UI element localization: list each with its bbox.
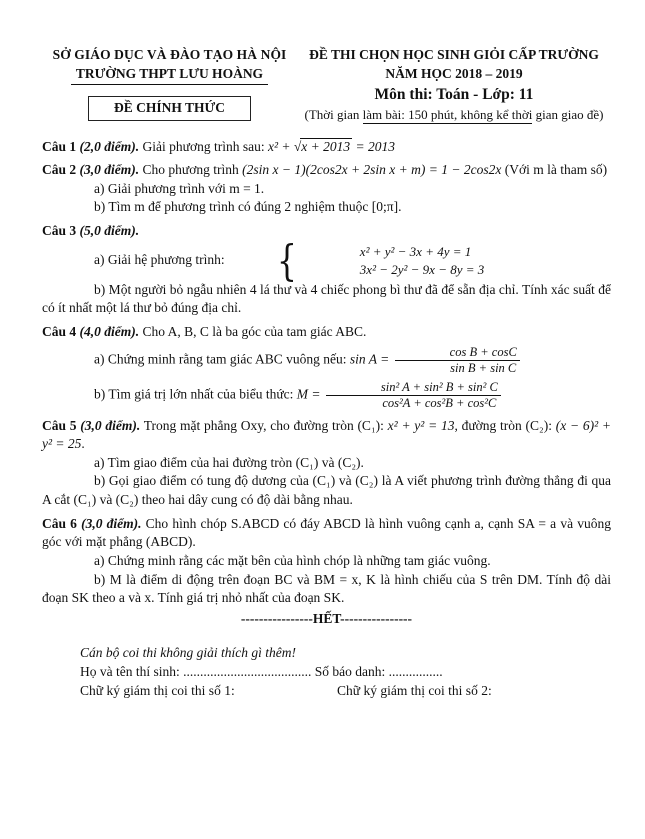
system-equation-2: 3x² − 2y² − 9x − 8y = 3 <box>359 262 485 278</box>
question-2a: a) Giải phương trình với m = 1. <box>94 180 265 196</box>
equation-system <box>228 235 485 285</box>
brace-icon: { <box>276 235 297 285</box>
exam-title: ĐỀ THI CHỌN HỌC SINH GIỎI CẤP TRƯỜNG <box>309 47 599 62</box>
question-3-label: Câu 3 <box>42 223 77 239</box>
question-6a: a) Chứng minh rằng các mặt bên của hình chóp là những tam giác vuông. <box>94 552 491 568</box>
question-2-text2: (Với m là tham số) <box>501 162 608 178</box>
question-5b: b) Gọi giao điểm có tung độ dương của (C₁) và (C₂) là A viết phương trình đường thẳng đi qua A cắt (C₁) và (C₂) theo hai dây cung có độ dài bằng nhau. <box>42 473 611 508</box>
question-5-text: Trong mặt phẳng Oxy, cho đường tròn (C₁): <box>140 417 388 433</box>
circle-2-equation: (x − 6)² + y² = 25 <box>42 417 611 452</box>
question-2-formula: (2sin x − 1)(2cos2x + 2sin x + m) = 1 − 2cos2x <box>242 162 502 178</box>
question-5-points: (3,0 điểm). <box>76 417 141 433</box>
fraction-numerator: sin² A + sin² B + sin² C <box>326 380 501 396</box>
question-5a: a) Tìm giao điểm của hai đường tròn (C₁) và (C₂). <box>94 454 364 470</box>
question-1-points: (2,0 điểm). <box>76 138 140 154</box>
exam-body <box>42 138 611 701</box>
question-5-text-mid: , đường tròn (C₂): <box>454 417 556 433</box>
question-2 <box>42 161 611 180</box>
fraction-numerator: cos B + cosC <box>395 345 520 361</box>
sqrt-icon: √ <box>293 138 302 154</box>
time-suffix: gian giao đề) <box>532 106 604 122</box>
question-1-label: Câu 1 <box>42 138 77 154</box>
system-equation-1: x² + y² − 3x + 4y = 1 <box>359 243 472 259</box>
signature-row <box>80 682 611 701</box>
question-1-formula: x² + √x + 2013 = 2013 <box>267 138 396 154</box>
question-6 <box>42 515 611 552</box>
sqrt-radicand: x + 2013 <box>301 138 351 154</box>
circle-1-equation: x² + y² = 13 <box>387 417 455 433</box>
official-box-row <box>42 85 297 121</box>
question-1-text: Giải phương trình sau: <box>139 138 268 154</box>
question-4b-text: b) Tìm giá trị lớn nhất của biểu thức: <box>94 386 297 402</box>
question-2-points: (3,0 điểm). <box>76 162 140 178</box>
header-left-block <box>42 46 297 124</box>
subject-line: Môn thi: Toán - Lớp: 11 <box>374 86 534 104</box>
school-name: TRƯỜNG THPT LƯU HOÀNG <box>71 65 268 86</box>
question-3b: b) Một người bỏ ngẫu nhiên 4 lá thư và 4 chiếc phong bì thư đã để sẵn địa chỉ. Tính xác suất để có ít nhất một lá thư bỏ đúng địa chỉ. <box>42 281 611 316</box>
proctor-signature-1: Chữ ký giám thị coi thi số 1: <box>80 682 235 698</box>
question-2-text: Cho phương trình <box>139 162 243 178</box>
school-year: NĂM HỌC 2018 – 2019 <box>385 65 523 81</box>
question-4b-lhs: M = <box>296 386 324 402</box>
question-4a <box>42 344 611 377</box>
time-underlined: làm bài: 150 phút, không kể thời <box>362 106 533 122</box>
school-name-row <box>42 65 297 86</box>
question-5-label: Câu 5 <box>42 417 77 433</box>
question-6b: b) M là điểm di động trên đoạn BC và BM = x, K là hình chiếu của S trên DM. Tính độ dài đoạn SK theo a và x. Tính giá trị nhỏ nhất của đoạn SK. <box>42 571 611 606</box>
question-5-text-end: . <box>81 436 85 452</box>
question-4b <box>42 379 611 412</box>
question-4b-fraction <box>326 380 501 411</box>
end-of-exam-line: ----------------HẾT---------------- <box>240 610 413 626</box>
time-limit-line <box>297 106 611 124</box>
question-4a-lhs: sin A = <box>349 351 393 367</box>
document-footer <box>42 644 611 700</box>
question-3 <box>42 222 611 241</box>
official-exam-box: ĐỀ CHÍNH THỨC <box>88 96 251 121</box>
question-5 <box>42 417 611 454</box>
question-6-text: Cho hình chóp S.ABCD có đáy ABCD là hình vuông cạnh a, cạnh SA = a và vuông góc với mặt phẳng (ABCD). <box>42 515 611 550</box>
question-3a-text: a) Giải hệ phương trình: <box>94 251 229 267</box>
question-4-points: (4,0 điểm). <box>76 323 140 339</box>
document-header <box>42 46 611 124</box>
question-3a <box>42 235 611 285</box>
candidate-info-line <box>80 663 611 682</box>
fraction-denominator: sin B + sin C <box>450 360 517 375</box>
question-6-points: (3,0 điểm). <box>76 515 142 531</box>
question-4-text: Cho A, B, C là ba góc của tam giác ABC. <box>139 323 367 339</box>
question-3-points: (5,0 điểm). <box>76 223 140 239</box>
question-1 <box>42 138 611 157</box>
question-4a-text: a) Chứng minh rằng tam giác ABC vuông nếu: <box>94 351 350 367</box>
candidate-number-field: Số báo danh: ................ <box>314 664 443 680</box>
fraction-denominator: cos²A + cos²B + cos²C <box>382 395 497 410</box>
proctor-signature-2: Chữ ký giám thị coi thi số 2: <box>337 682 492 698</box>
question-4-label: Câu 4 <box>42 323 77 339</box>
proctor-note: Cán bộ coi thi không giải thích gì thêm! <box>80 645 296 661</box>
question-2b: b) Tìm m để phương trình có đúng 2 nghiệm thuộc [0;π]. <box>94 199 402 215</box>
question-4a-fraction <box>395 345 520 376</box>
question-2-label: Câu 2 <box>42 162 77 178</box>
question-6-label: Câu 6 <box>42 515 77 531</box>
question-4 <box>42 323 611 342</box>
header-right-block <box>297 46 611 124</box>
department-name: SỞ GIÁO DỤC VÀ ĐÀO TẠO HÀ NỘI <box>52 47 287 62</box>
candidate-name-field: Họ và tên thí sinh: ...................................... <box>80 664 312 680</box>
time-prefix: (Thời gian <box>304 106 363 122</box>
